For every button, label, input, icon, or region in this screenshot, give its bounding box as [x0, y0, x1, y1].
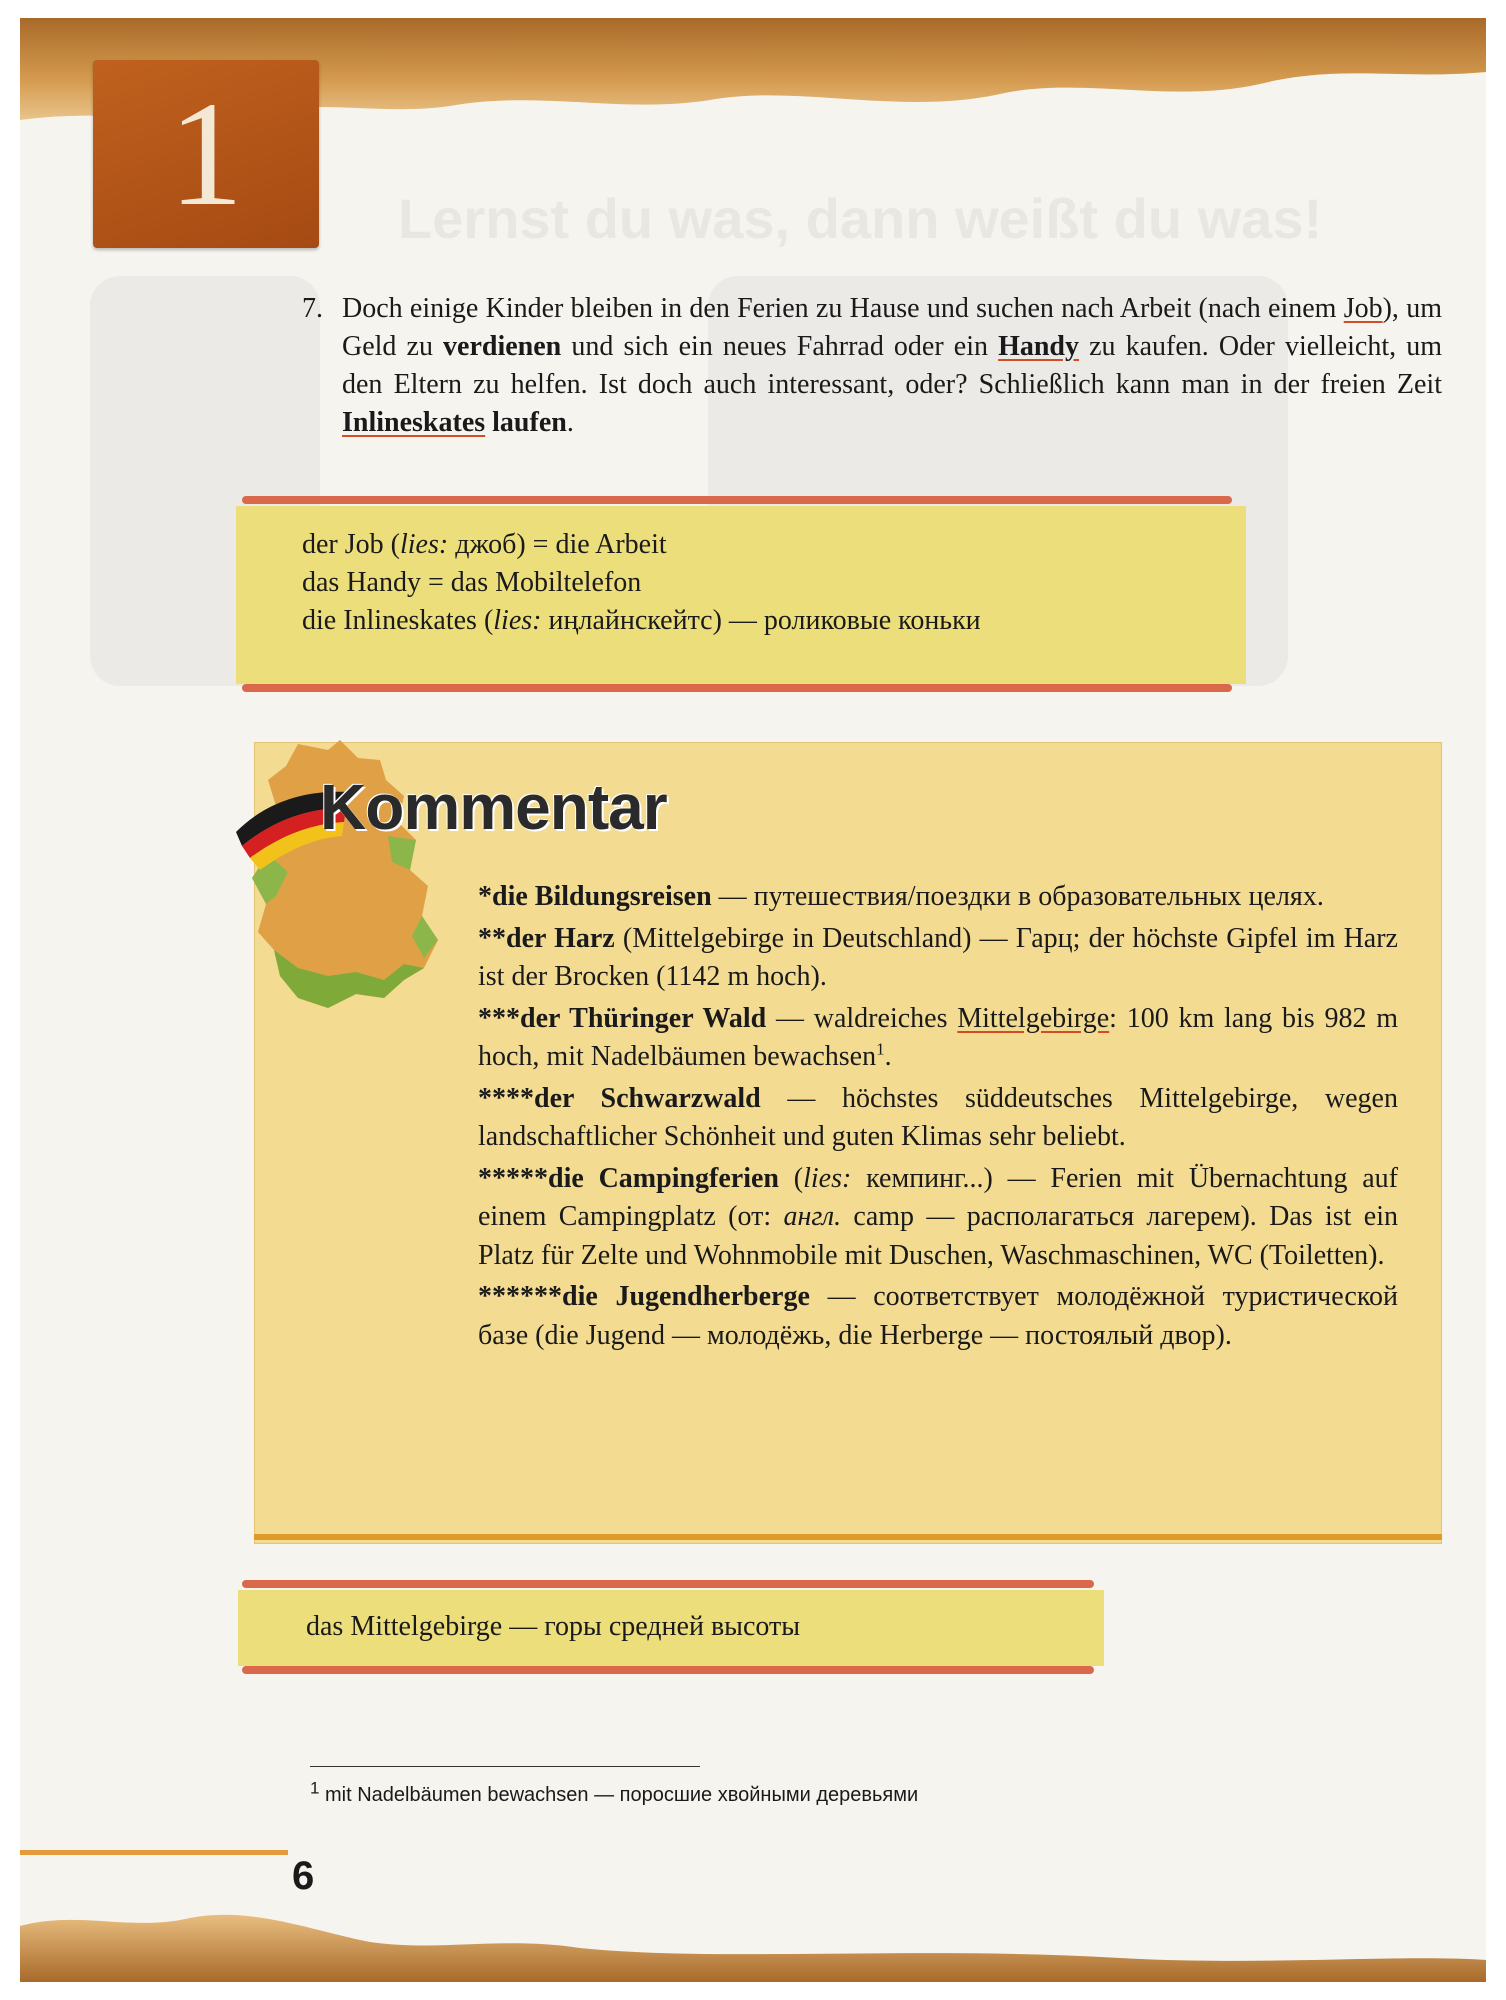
text-run: lies:: [399, 529, 449, 560]
text-run: — höchstes süddeutsches Mittelgebirge, wegen landschaftlicher Schönheit und guten Klimas sehr beliebt.: [478, 1082, 1398, 1152]
text-run: иңлайнскейтс) — роликовые коньки: [541, 605, 981, 636]
word-mittelgebirge: Mittelgebirge: [957, 1002, 1110, 1034]
text-run: англ.: [783, 1201, 842, 1232]
term: ****der Schwarzwald: [478, 1082, 761, 1114]
text-run: .: [566, 407, 574, 438]
vocab-box-2: [238, 1590, 1104, 1666]
footnote-text: mit Nadelbäumen bewachsen — поросшие хвойными деревьями: [319, 1784, 919, 1806]
kommentar-bottom-rule: [254, 1534, 1442, 1540]
page-number: 6: [292, 1854, 315, 1898]
vocab-stripe-bottom: [242, 684, 1232, 692]
exercise-number: 7.: [302, 293, 323, 324]
kommentar-entry: [478, 1160, 1398, 1276]
text-run: джоб) = die Arbeit: [448, 529, 667, 560]
vocab-line: [302, 526, 1232, 564]
text-run: lies:: [803, 1162, 852, 1194]
vocab-line: [302, 602, 1232, 640]
term: ***der Thüringer Wald: [478, 1002, 767, 1034]
vocab2-stripe-top: [242, 1580, 1094, 1588]
ghost-title: Lernst du was, dann weißt du was!: [398, 187, 1323, 250]
exercise-7: [302, 290, 1442, 442]
kommentar-body: [478, 878, 1398, 1358]
footnote-marker: 1: [310, 1778, 320, 1798]
footnote: [310, 1778, 1210, 1807]
footnote-ref: 1: [876, 1039, 885, 1059]
text-run: кемпинг...) — Ferien mit Übernachtung auf einem Campingplatz (от:: [478, 1162, 1398, 1232]
text-run: — путешествия/поездки в образовательных целях.: [711, 881, 1324, 912]
word-handy: Handy: [998, 331, 1080, 362]
text-run: zu kaufen. Oder vielleicht, um den Eltern zu helfen. Ist doch auch interessant, oder? Schließlich kann man in der freien Zeit: [342, 331, 1442, 400]
vocab2-stripe-bottom: [242, 1666, 1094, 1674]
text-run: ), um Geld zu: [342, 293, 1442, 362]
word-job: Job: [1343, 293, 1383, 324]
kommentar-entry: [478, 920, 1398, 997]
bottom-banner: [20, 1902, 1486, 1982]
vocab-box-1: [236, 506, 1246, 684]
exercise-text: [342, 290, 1442, 442]
chapter-number-badge: 1: [93, 60, 319, 248]
vocab-line: das Handy = das Mobiltelefon: [302, 567, 642, 598]
vocab-stripe-top: [242, 496, 1232, 504]
kommentar-entry: [478, 1278, 1398, 1355]
text-run: lies:: [493, 605, 542, 636]
text-run: : 100 km lang bis 982 m hoch, mit Nadelbäumen bewachsen: [478, 1002, 1398, 1072]
word-laufen: laufen: [492, 407, 567, 438]
word-verdienen: verdienen: [443, 331, 562, 362]
text-run: — waldreiches: [766, 1002, 958, 1034]
term: *****die Campingferien: [478, 1162, 779, 1194]
text-run: (: [779, 1162, 804, 1194]
kommentar-entry: [478, 1080, 1398, 1157]
vocab-line: das Mittelgebirge — горы средней высоты: [306, 1611, 801, 1642]
kommentar-entry: [478, 1000, 1398, 1077]
text-run: der Job (: [302, 529, 400, 560]
kommentar-entry: [478, 878, 1398, 917]
footnote-rule: [310, 1766, 700, 1767]
text-run: (Mittelgebirge in Deutschland) — Гарц; der höchste Gipfel im Harz ist der Brocken (1142 m hoch).: [478, 922, 1398, 992]
word-inlineskates: Inlineskates: [342, 407, 486, 438]
textbook-page: [20, 18, 1486, 1982]
text-run: .: [884, 1041, 892, 1072]
text-run: und sich ein neues Fahrrad oder ein: [561, 331, 999, 362]
term: ******die Jugendherberge: [478, 1281, 810, 1312]
term: **der Harz: [478, 922, 615, 954]
text-run: camp — располагаться лагерем). Das ist ein Platz für Zelte und Wohnmobile mit Duschen, Waschmaschinen, WC (Toiletten).: [478, 1201, 1398, 1271]
kommentar-title: Kommentar: [320, 771, 667, 843]
text-run: Doch einige Kinder bleiben in den Ferien zu Hause und suchen nach Arbeit (nach einem: [342, 293, 1344, 324]
text-run: — соответствует молодёжной туристической базе (die Jugend — молодёжь, die Herberge — постоялый двор).: [478, 1281, 1398, 1351]
text-run: die Inlineskates (: [302, 605, 494, 636]
page-number-rule: [20, 1850, 288, 1855]
term: *die Bildungsreisen: [478, 881, 712, 912]
